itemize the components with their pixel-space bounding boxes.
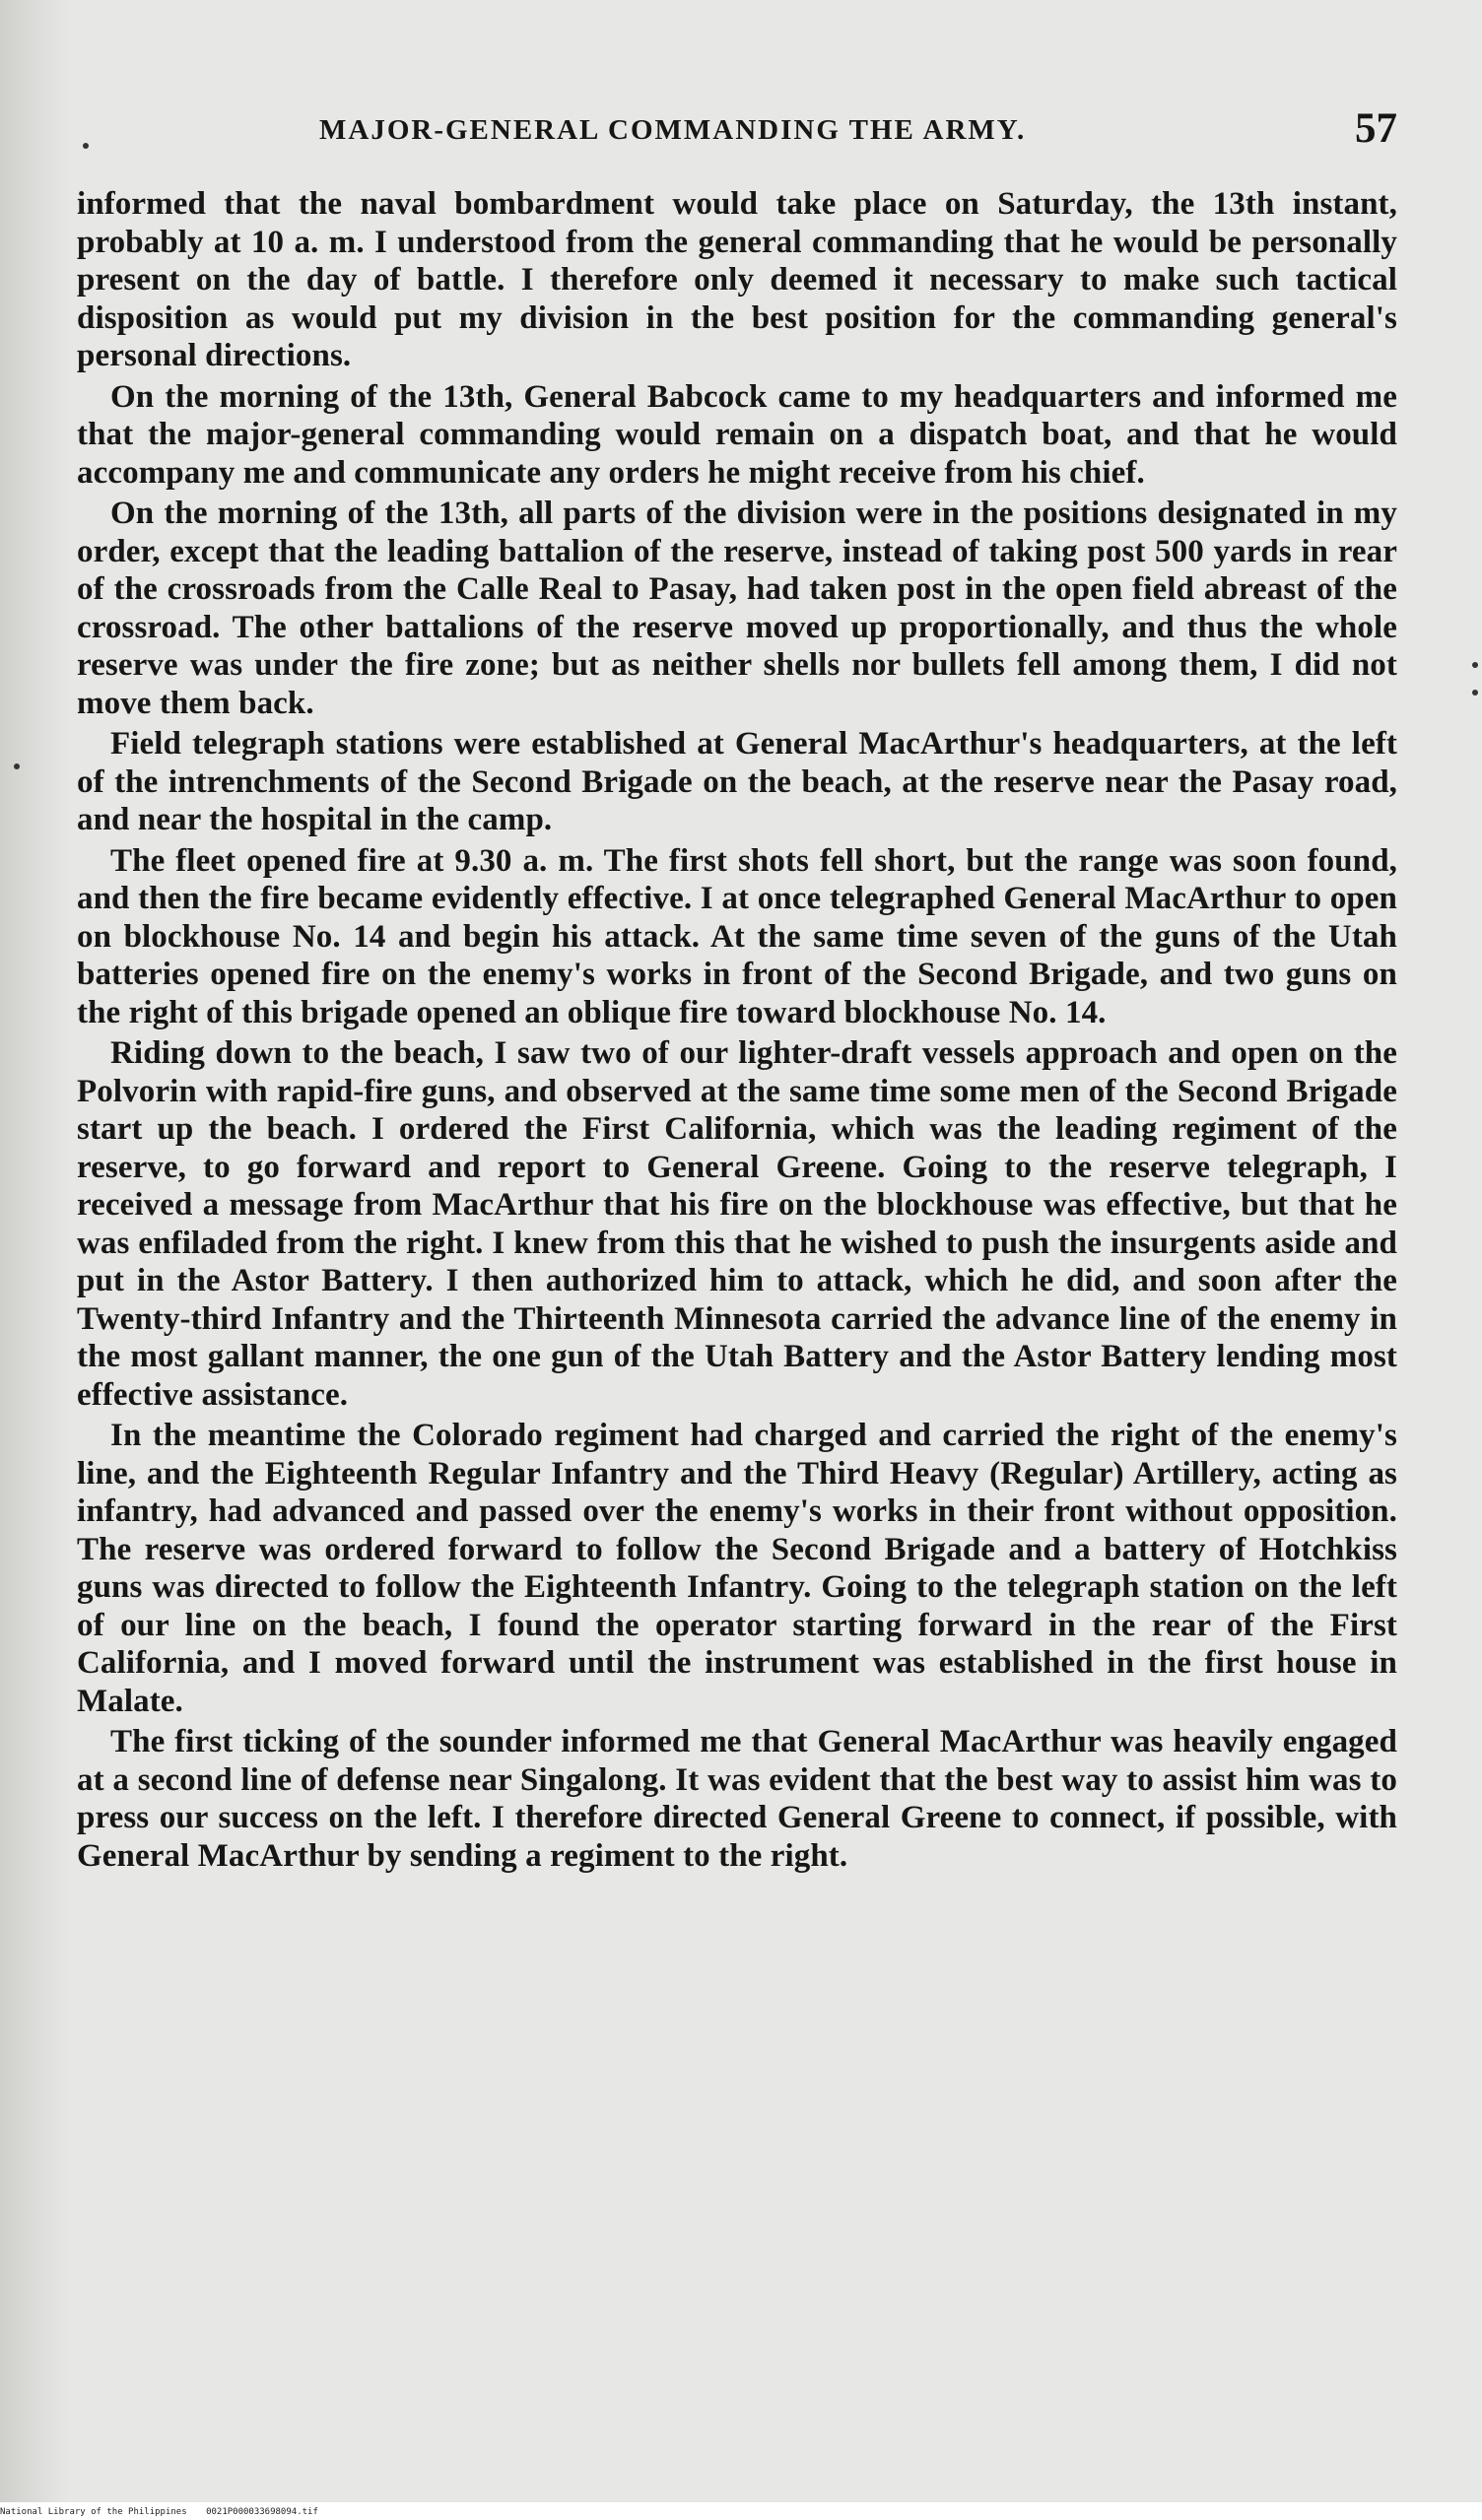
binding-shadow [0, 0, 69, 2502]
margin-speck [1472, 690, 1478, 696]
body-paragraph-7: In the meantime the Colorado regiment had charged and carried the right of the enemy's line, and the Eighteenth Regular Infantry and the Third Heavy (Regular) Artillery, acting as infantry, had advanced and passed over the enemy's works in their front without opposition. The reserve was ordered forward to follow the Second Brigade and a battery of Hotchkiss guns was directed to follow the Eighteenth Infantry. Going to the telegraph station on the left of our line on the beach, I found the operator starting forward in the rear of the First California, and I moved forward until the instrument was established in the first house in Malate. [77, 1418, 1397, 1719]
page-number: 57 [1355, 105, 1397, 152]
body-paragraph-3: On the morning of the 13th, all parts of the division were in the positions designated in my order, except that the leading battalion of the reserve, instead of taking post 500 yards in rear of the crossroads from the Calle Real to Pasay, had taken post in the open field abreast of the crossroad. The other battalions of the reserve moved up proportionally, and thus the whole reserve was under the fire zone; but as neither shells nor bullets fell among them, I did not move them back. [77, 496, 1397, 721]
scan-footer [0, 2505, 1482, 2520]
body-paragraph-1: informed that the naval bombardment would take place on Saturday, the 13th instant, probably at 10 a. m. I understood from the general commanding that he would be personally present on the day of battle. I therefore only deemed it necessary to make such tactical disposition as would put my division in the best position for the commanding general's personal directions. [77, 186, 1397, 373]
body-paragraph-2: On the morning of the 13th, General Babcock came to my headquarters and informed me that the major-general commanding would remain on a dispatch boat, and that he would accompany me and communicate any orders he might receive from his chief. [77, 378, 1397, 491]
margin-speck [14, 763, 20, 769]
book-page [77, 99, 1397, 1878]
body-paragraph-8: The first ticking of the sounder informed me that General MacArthur was heavily engaged at a second line of defense near Singalong. It was evident that the best way to assist him was to press our success on the left. I therefore directed General Greene to connect, if possible, with General MacArthur by sending a regiment to the right. [77, 1724, 1397, 1874]
body-paragraph-5: The fleet opened fire at 9.30 a. m. The first shots fell short, but the range was soon found, and then the fire became evidently effective. I at once telegraphed General MacArthur to open on blockhouse No. 14 and begin his attack. At the same time seven of the guns of the Utah batteries opened fire on the enemy's works in front of the Second Brigade, and two guns on the right of this brigade opened an oblique fire toward blockhouse No. 14. [77, 842, 1397, 1030]
footer-library: National Library of the Philippines [0, 2507, 187, 2517]
running-head [77, 99, 1397, 160]
running-head-title: MAJOR-GENERAL COMMANDING THE ARMY. [319, 114, 1027, 146]
body-paragraph-6: Riding down to the beach, I saw two of our lighter-draft vessels approach and open on the Polvorin with rapid-fire guns, and observed at the same time some men of the Second Brigade start up the beach. I ordered the First California, which was the leading regiment of the reserve, to go forward and report to General Greene. Going to the reserve telegraph, I received a message from MacArthur that his fire on the blockhouse was effective, but that he was enfiladed from the right. I knew from this that he wished to push the insurgents aside and put in the Astor Battery. I then authorized him to attack, which he did, and soon after the Twenty-third Infantry and the Thirteenth Minnesota carried the advance line of the enemy in the most gallant manner, the one gun of the Utah Battery and the Astor Battery lending most effective assistance. [77, 1035, 1397, 1413]
margin-speck [1472, 662, 1478, 668]
body-paragraph-4: Field telegraph stations were established at General MacArthur's headquarters, at the left of the intrenchments of the Second Brigade on the beach, at the reserve near the Pasay road, and near the hospital in the camp. [77, 726, 1397, 837]
footer-file-id: 0021P000033698094.tif [206, 2507, 318, 2517]
